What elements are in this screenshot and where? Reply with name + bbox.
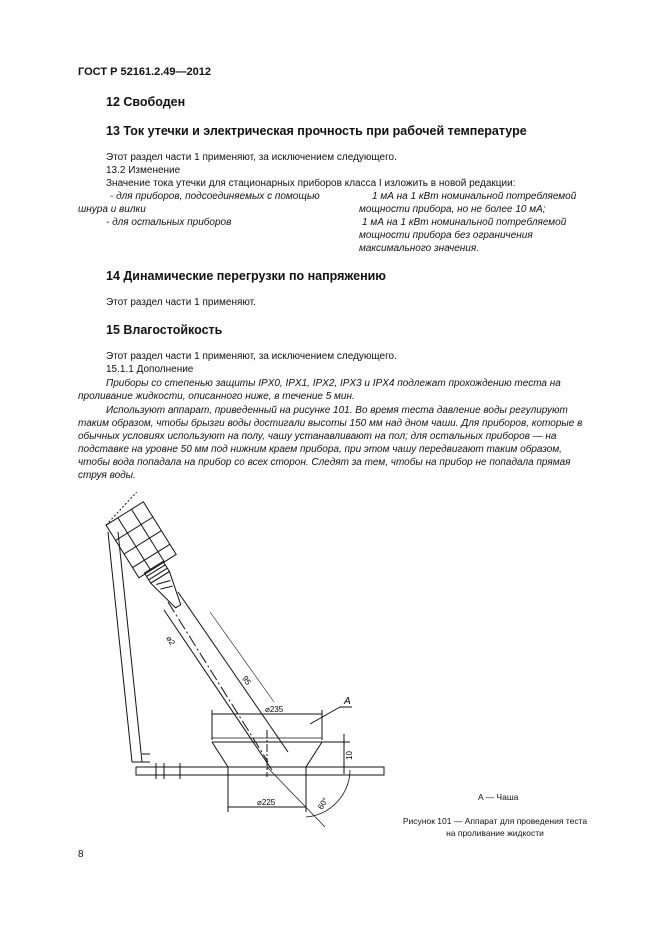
section-15-title: 15 Влагостойкость	[106, 323, 223, 337]
jet-outline-upper	[178, 592, 288, 752]
row1-right-line2: мощности прибора, но не более 10 мА;	[359, 204, 546, 215]
section-13-title: 13 Ток утечки и электрическая прочность при рабочей температуре	[106, 124, 527, 138]
clause-15-1-1: 15.1.1 Дополнение	[106, 364, 194, 375]
apparatus-paragraph: Используют аппарат, приведенный на рисунке 101. Во время теста давление воды регулируют таким образом, чтобы брызги воды достигали высоты 150 мм над дном чаши. Для приборов, которые в обычных условиях используют на полу, чашу устанавливают на пол; для остальных приборов — на подставке на уровне 50 мм под нижним краем прибора, при этом чашу передвигают таким образом, чтобы вода попадала на прибор со всех сторон. Следят за тем, чтобы на прибор не попадала прямая струя воды.	[78, 405, 583, 481]
label-95: 95	[240, 674, 253, 687]
ipx-test-paragraph: Приборы со степенью защиты IPX0, IPX1, IPX2, IPX3 и IPX4 подлежат прохождению теста на проливание жидкости, описанного ниже, в течение 5 мин.	[78, 378, 561, 402]
label-A: A	[344, 696, 351, 707]
label-angle: 60°	[316, 796, 331, 812]
page-number: 8	[78, 849, 84, 860]
figure-caption-line2: на проливание жидкости	[446, 828, 544, 838]
row1-right-line1: 1 мА на 1 кВт номинальной потребляемой	[372, 191, 577, 202]
leakage-current-intro: Значение тока утечки для стационарных приборов класса I изложить в новой редакции:	[106, 178, 516, 189]
clause-13-2: 13.2 Изменение	[106, 165, 181, 176]
row1-left-line2: шнура и вилки	[78, 204, 146, 215]
row2-right-line3: максимального значения.	[359, 243, 479, 254]
row2-right-line1: 1 мА на 1 кВт номинальной потребляемой	[362, 217, 567, 228]
label-d225: ⌀225	[257, 798, 276, 807]
row1-left-line1: - для приборов, подсоединяемых с помощью	[110, 191, 320, 202]
section-14-title: 14 Динамические перегрузки по напряжению	[106, 269, 386, 283]
figure-apparatus	[60, 492, 400, 832]
row2-right-line2: мощности прибора без ограничения	[359, 230, 533, 241]
section-14-text: Этот раздел части 1 применяют.	[106, 297, 256, 308]
label-d2: ⌀2	[164, 634, 177, 647]
base-plate	[136, 767, 384, 775]
row2-left: - для остальных приборов	[106, 217, 232, 228]
document-header: ГОСТ Р 52161.2.49—2012	[78, 66, 212, 78]
section-12-title: 12 Свободен	[106, 95, 186, 109]
figure-caption-line1: Рисунок 101 — Аппарат для проведения теста	[402, 816, 588, 826]
label-d235: ⌀235	[265, 705, 284, 714]
section-15-intro: Этот раздел части 1 применяют, за исключением следующего.	[106, 351, 397, 362]
section-13-intro: Этот раздел части 1 применяют, за исключением следующего.	[106, 152, 397, 163]
figure-legend: A — Чаша	[478, 792, 519, 802]
jet-outline-lower	[164, 610, 272, 770]
nozzle-head	[144, 561, 187, 612]
label-10: 10	[345, 751, 354, 760]
